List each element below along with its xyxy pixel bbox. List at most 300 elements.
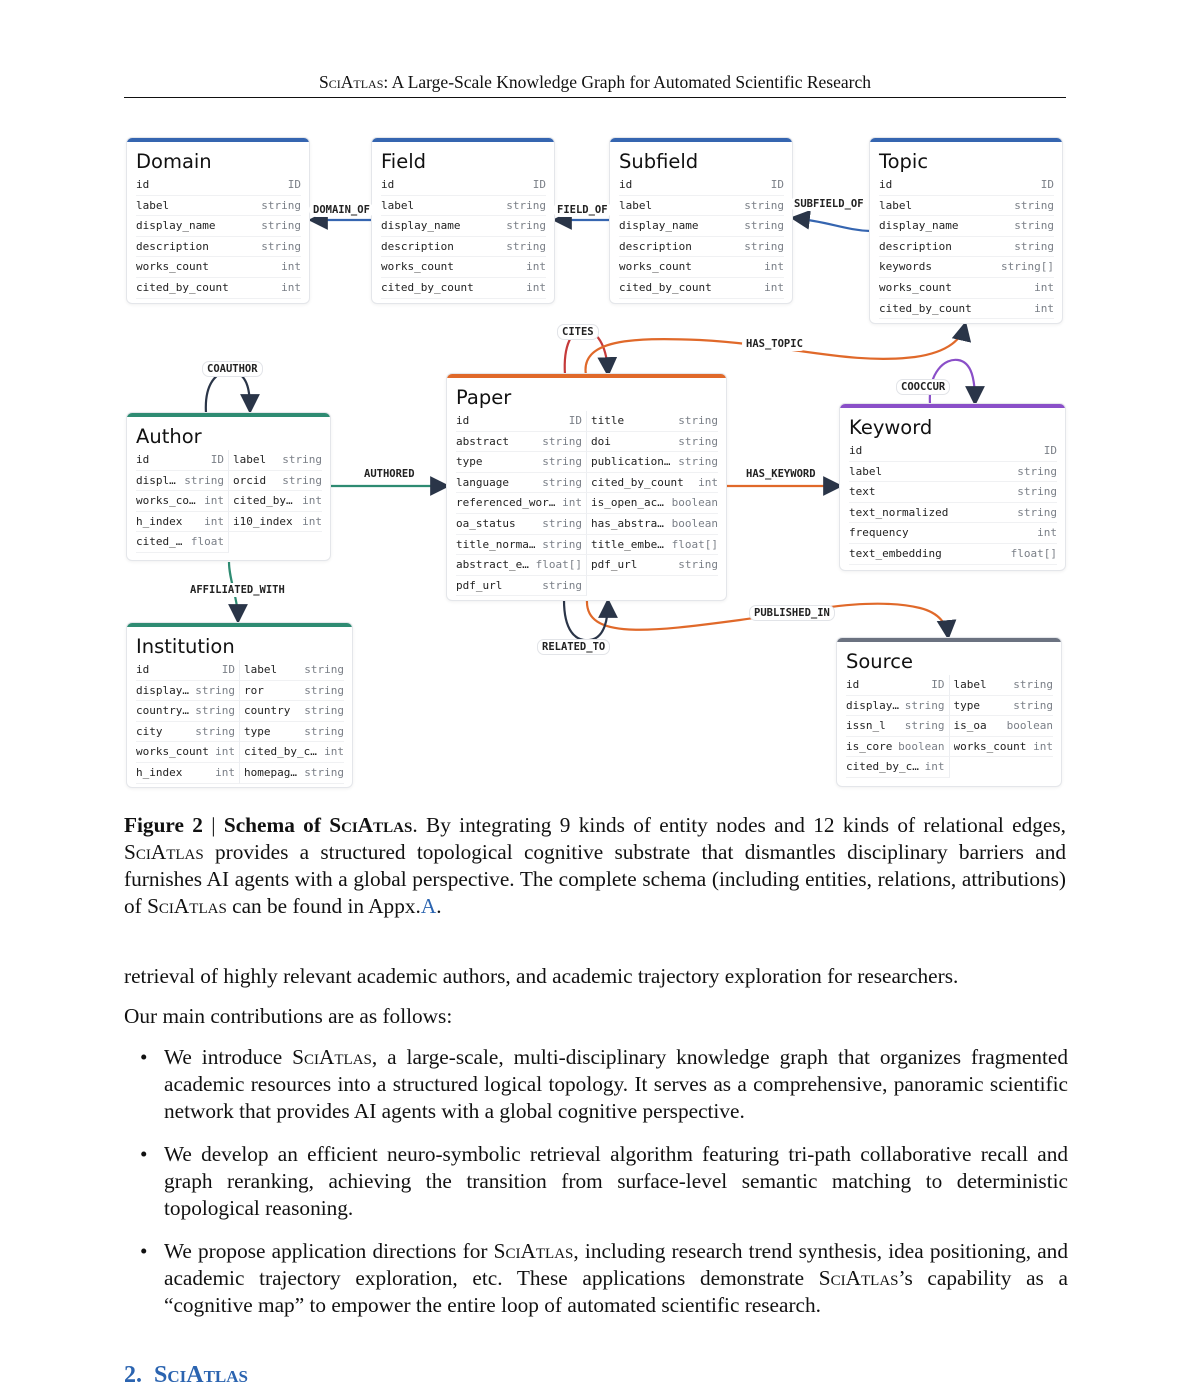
- attribute-row: [587, 432, 718, 453]
- attribute-type: string: [542, 475, 582, 489]
- caption-text1: . By integrating 9 kinds of entity nodes and 12 kinds of relational edges,: [412, 813, 1066, 837]
- attribute-type: string: [282, 473, 322, 487]
- attribute-name: cited_by_count: [591, 475, 684, 489]
- attribute-name: cited_by_count: [136, 280, 229, 294]
- b3-a: We propose application directions for: [164, 1239, 494, 1263]
- attribute-row: [136, 175, 301, 196]
- attribute-name: label: [233, 453, 267, 466]
- attribute-type: string: [1017, 485, 1057, 499]
- attribute-row: [136, 763, 240, 784]
- attribute-type: int: [204, 514, 224, 528]
- attribute-name: label: [244, 663, 278, 676]
- attribute-row: [456, 452, 587, 473]
- entity-title: Author: [136, 425, 202, 448]
- attribute-row: [846, 716, 950, 737]
- attribute-row: [456, 555, 587, 576]
- attribute-row: [229, 471, 322, 492]
- attribute-row: [136, 278, 301, 299]
- attribute-name: works_count: [879, 280, 952, 294]
- attribute-name: id: [879, 178, 893, 191]
- attribute-name: display…: [846, 698, 899, 712]
- b3-brand-2: SciAtlas: [818, 1266, 899, 1290]
- attribute-name: text: [849, 485, 876, 499]
- attribute-row: [849, 523, 1057, 544]
- attribute-name: label: [953, 678, 987, 691]
- attribute-row: [136, 681, 240, 702]
- attribute-type: int: [1033, 739, 1053, 753]
- body-paragraph-2: Our main contributions are as follows:: [124, 1004, 453, 1028]
- attribute-list: [870, 175, 1062, 319]
- attribute-list: [447, 411, 726, 596]
- bullet-icon: •: [140, 1045, 148, 1069]
- attribute-name: display…: [136, 683, 189, 697]
- attribute-name: id: [846, 678, 860, 691]
- attribute-type: string: [261, 239, 301, 253]
- attribute-row: [846, 737, 950, 758]
- attribute-type: string: [304, 683, 344, 697]
- entity-topic: [869, 137, 1063, 324]
- attribute-row: [619, 175, 784, 196]
- attribute-row: [136, 196, 301, 217]
- attribute-name: id: [136, 663, 150, 676]
- attribute-row: [619, 237, 784, 258]
- attribute-type: int: [698, 475, 718, 489]
- attribute-name: abstract: [456, 434, 509, 448]
- attribute-row: [381, 175, 546, 196]
- attribute-type: int: [204, 494, 224, 508]
- attribute-name: pdf_url: [456, 578, 503, 592]
- attribute-name: label: [381, 198, 415, 212]
- attribute-type: float[]: [671, 537, 718, 551]
- entity-title: Institution: [136, 635, 235, 658]
- attribute-type: ID: [568, 414, 582, 427]
- attribute-row: [879, 257, 1054, 278]
- attribute-type: ID: [221, 663, 235, 676]
- attribute-type: string: [506, 198, 546, 212]
- attribute-row: [381, 237, 546, 258]
- attribute-row: [849, 544, 1057, 565]
- attribute-type: string: [542, 578, 582, 592]
- attribute-name: description: [619, 239, 692, 253]
- attribute-row: [381, 216, 546, 237]
- attribute-type: ID: [931, 678, 945, 691]
- attribute-row: [587, 452, 718, 473]
- attribute-type: ID: [210, 453, 224, 466]
- attribute-name: type: [953, 698, 980, 712]
- caption-label: Figure 2: [124, 813, 203, 837]
- attribute-name: homepag…: [244, 765, 297, 779]
- edge-label-published-in: PUBLISHED_IN: [749, 605, 835, 621]
- attribute-type: int: [764, 260, 784, 274]
- attribute-row: [619, 257, 784, 278]
- attribute-list: [610, 175, 792, 299]
- attribute-name: type: [244, 724, 271, 738]
- attribute-name: cited_by_count: [619, 280, 712, 294]
- attribute-row: [136, 532, 229, 553]
- body-paragraph-1: retrieval of highly relevant academic authors, and academic trajectory exploration for researchers.: [124, 964, 959, 988]
- attribute-type: string: [1013, 678, 1053, 691]
- edge-label-subfield-of: SUBFIELD_OF: [790, 197, 868, 211]
- attribute-type: string: [678, 455, 718, 469]
- attribute-name: cited_by_c…: [846, 760, 919, 774]
- attribute-row: [456, 576, 587, 597]
- attribute-type: float: [190, 535, 224, 549]
- attribute-name: label: [879, 198, 913, 212]
- attribute-name: text_embedding: [849, 546, 942, 560]
- attribute-type: int: [764, 280, 784, 294]
- attribute-row: [136, 216, 301, 237]
- attribute-row: [879, 196, 1054, 217]
- attribute-type: int: [562, 496, 582, 510]
- attribute-name: cited_by_count: [879, 301, 972, 315]
- attribute-list: [840, 441, 1065, 565]
- attribute-row: [846, 757, 950, 778]
- attribute-row: [136, 722, 240, 743]
- edge-subfield-of: [794, 218, 870, 231]
- b2-text: We develop an efficient neuro-symbolic retrieval algorithm featuring tri-path collaborative recall and graph reranking, achieving the transition from surface-level semantic matching to deterministic topological reasoning.: [164, 1142, 1068, 1220]
- attribute-name: label: [619, 198, 653, 212]
- attribute-type: boolean: [898, 739, 945, 753]
- attribute-name: cited_by…: [233, 494, 293, 508]
- attribute-name: id: [136, 453, 150, 466]
- attribute-type: string: [1014, 239, 1054, 253]
- edge-label-related-to: RELATED_TO: [537, 639, 610, 655]
- attribute-row: [619, 278, 784, 299]
- attribute-type: string: [261, 198, 301, 212]
- attribute-row: [456, 514, 587, 535]
- attribute-name: description: [879, 239, 952, 253]
- attribute-name: is_core: [846, 739, 893, 753]
- attribute-row: [240, 681, 344, 702]
- attribute-name: country: [244, 704, 291, 718]
- attribute-row: [456, 432, 587, 453]
- contribution-item-1: [140, 1044, 1068, 1125]
- attribute-row: [136, 491, 229, 512]
- attribute-type: string: [678, 434, 718, 448]
- attribute-name: type: [456, 455, 483, 469]
- attribute-name: works_count: [381, 260, 454, 274]
- attribute-name: h_index: [136, 765, 183, 779]
- edge-label-field-of: FIELD_OF: [553, 203, 612, 217]
- attribute-name: works_count: [953, 739, 1027, 753]
- edge-label-authored: AUTHORED: [360, 467, 419, 481]
- b3-c: ’s capability as a “cognitive map” to empower the entire loop of automated scientific research.: [164, 1266, 1068, 1317]
- attribute-name: i10_index: [233, 514, 293, 528]
- entity-institution: [126, 622, 353, 788]
- entity-source: [836, 637, 1062, 787]
- attribute-type: int: [526, 260, 546, 274]
- header-title: : A Large-Scale Knowledge Graph for Automated Scientific Research: [383, 72, 871, 92]
- attribute-type: int: [215, 765, 235, 779]
- entity-domain: [126, 137, 310, 304]
- attribute-row: [229, 491, 322, 512]
- b1-b: , a large-scale, multi-disciplinary knowledge graph that organizes fragmented academic resources into a structured logical topology. It serves as a comprehensive, panoramic scientific network that provides AI agents with a global cognitive perspective.: [164, 1045, 1068, 1123]
- edge-label-affiliated-with: AFFILIATED_WITH: [186, 583, 289, 597]
- attribute-row: [456, 535, 587, 556]
- attribute-type: string: [304, 765, 344, 779]
- attribute-row: [587, 555, 718, 576]
- attribute-type: int: [526, 280, 546, 294]
- attribute-type: int: [1034, 301, 1054, 315]
- edge-related-to: [564, 600, 608, 640]
- attribute-list: [372, 175, 554, 299]
- attribute-name: works_count: [619, 260, 692, 274]
- header-brand: SciAtlas: [319, 72, 384, 92]
- attribute-type: string: [184, 473, 224, 487]
- attribute-type: string: [304, 704, 344, 718]
- caption-brand-2: SciAtlas: [124, 840, 204, 864]
- attribute-row: [950, 716, 1054, 737]
- attribute-name: display_name: [619, 219, 699, 233]
- entity-subfield: [609, 137, 793, 304]
- edge-label-domain-of: DOMAIN_OF: [309, 203, 374, 217]
- attribute-name: ror: [244, 683, 264, 697]
- attribute-row: [849, 503, 1057, 524]
- b3-b: , including research trend synthesis, idea positioning, and academic trajectory exploration, etc. These applications demonstrate: [164, 1239, 1068, 1290]
- contribution-item-3: [140, 1238, 1068, 1319]
- attribute-type: boolean: [671, 516, 718, 530]
- attribute-type: string: [1014, 219, 1054, 233]
- attribute-name: country…: [136, 704, 189, 718]
- attribute-type: string: [304, 724, 344, 738]
- attribute-type: int: [302, 514, 322, 528]
- attribute-type: string: [542, 537, 582, 551]
- attribute-type: boolean: [671, 496, 718, 510]
- attribute-row: [846, 696, 950, 717]
- caption-text2: provides a structured topological cognitive substrate that dismantles disciplinary barriers and furnishes AI agents with a global perspective. The complete schema (including entities, relations, attributions) of: [124, 840, 1066, 918]
- attribute-row: [136, 450, 229, 471]
- attribute-type: int: [302, 494, 322, 508]
- entity-title: Subfield: [619, 150, 699, 173]
- attribute-row: [587, 411, 718, 432]
- attribute-row: [456, 411, 587, 432]
- attribute-row: [950, 675, 1054, 696]
- attribute-type: ID: [770, 178, 784, 191]
- attribute-row: [456, 493, 587, 514]
- attribute-row: [619, 216, 784, 237]
- attribute-row: [240, 742, 344, 763]
- attribute-name: id: [381, 178, 395, 191]
- attribute-name: doi: [591, 434, 611, 448]
- attribute-row: [229, 512, 322, 533]
- caption-bold-prefix: Schema of: [223, 813, 330, 837]
- attribute-type: string: [542, 455, 582, 469]
- attribute-name: works_count: [136, 745, 209, 759]
- attribute-type: ID: [1040, 178, 1054, 191]
- attribute-name: is_oa: [953, 719, 987, 733]
- edge-label-has-keyword: HAS_KEYWORD: [742, 467, 820, 481]
- attribute-name: works_count: [136, 260, 209, 274]
- attribute-row: [240, 722, 344, 743]
- attribute-row: [587, 514, 718, 535]
- attribute-row: [136, 257, 301, 278]
- attribute-name: orcid: [233, 473, 267, 487]
- attribute-row: [879, 278, 1054, 299]
- entity-title: Paper: [456, 386, 512, 409]
- attribute-row: [950, 696, 1054, 717]
- caption-brand-3: SciAtlas: [147, 894, 227, 918]
- entity-paper: [446, 373, 727, 601]
- entity-title: Source: [846, 650, 913, 673]
- attribute-list: [837, 675, 1061, 778]
- entity-title: Topic: [879, 150, 929, 173]
- section-title: SciAtlas: [154, 1362, 248, 1388]
- attribute-type: int: [1034, 280, 1054, 294]
- attribute-row: [879, 175, 1054, 196]
- attribute-type: string: [1017, 464, 1057, 478]
- attribute-name: cited_…: [136, 535, 183, 549]
- attribute-type: string: [542, 434, 582, 448]
- attribute-row: [950, 737, 1054, 758]
- attribute-name: id: [456, 414, 470, 427]
- attribute-name: description: [381, 239, 454, 253]
- b1-brand: SciAtlas: [292, 1045, 372, 1069]
- attribute-type: string: [195, 683, 235, 697]
- bullet-icon: •: [140, 1142, 148, 1166]
- attribute-type: string: [261, 219, 301, 233]
- attribute-row: [240, 763, 344, 784]
- attribute-row: [136, 471, 229, 492]
- attribute-row: [136, 701, 240, 722]
- attribute-row: [879, 216, 1054, 237]
- attribute-row: [849, 462, 1057, 483]
- attribute-row: [136, 512, 229, 533]
- b1-a: We introduce: [164, 1045, 293, 1069]
- contribution-item-2: [140, 1141, 1068, 1222]
- entity-keyword: [839, 403, 1066, 571]
- attribute-row: [381, 196, 546, 217]
- attribute-name: id: [849, 444, 863, 457]
- attribute-name: referenced_wor…: [456, 496, 556, 510]
- attribute-row: [229, 450, 322, 471]
- attribute-name: display_name: [136, 219, 216, 233]
- b3-brand: SciAtlas: [493, 1239, 574, 1263]
- attribute-name: title_embe…: [591, 537, 664, 551]
- attribute-type: int: [924, 760, 945, 774]
- entity-field: [371, 137, 555, 304]
- attribute-type: string: [904, 719, 945, 733]
- attribute-row: [849, 441, 1057, 462]
- edge-label-coauthor: COAUTHOR: [202, 361, 263, 377]
- attribute-type: string: [542, 516, 582, 530]
- attribute-name: display_name: [879, 219, 959, 233]
- attribute-row: [136, 237, 301, 258]
- attribute-name: description: [136, 239, 209, 253]
- attribute-name: issn_l: [846, 719, 886, 733]
- section-number: 2.: [124, 1362, 142, 1388]
- attribute-row: [456, 473, 587, 494]
- attribute-type: string: [678, 414, 718, 427]
- attribute-name: title: [591, 414, 625, 427]
- attribute-row: [136, 742, 240, 763]
- attribute-name: is_open_ac…: [591, 496, 664, 510]
- attribute-name: has_abstra…: [591, 516, 664, 530]
- attribute-type: string: [195, 724, 235, 738]
- attribute-row: [619, 196, 784, 217]
- attribute-type: ID: [287, 178, 301, 191]
- attribute-type: string: [195, 704, 235, 718]
- edge-label-cooccur: COOCCUR: [896, 379, 950, 395]
- caption-text3: can be found in Appx.: [226, 894, 421, 918]
- attribute-type: string: [678, 558, 718, 572]
- edge-label-has-topic: HAS_TOPIC: [742, 337, 807, 351]
- entity-title: Domain: [136, 150, 212, 173]
- attribute-type: boolean: [1006, 719, 1053, 733]
- attribute-name: cited_by_c…: [244, 745, 317, 759]
- attribute-type: string: [304, 663, 344, 676]
- attribute-row: [846, 675, 950, 696]
- edge-coauthor: [206, 371, 250, 413]
- attribute-type: string: [904, 698, 945, 712]
- attribute-type: string: [1013, 698, 1053, 712]
- attribute-type: string: [506, 219, 546, 233]
- attribute-row: [136, 660, 240, 681]
- attribute-list: [127, 175, 309, 299]
- appendix-link[interactable]: A: [420, 894, 437, 918]
- attribute-name: label: [136, 198, 170, 212]
- attribute-row: [240, 701, 344, 722]
- attribute-type: int: [324, 745, 344, 759]
- attribute-type: ID: [1043, 444, 1057, 457]
- attribute-list: [127, 660, 352, 784]
- attribute-type: float[]: [535, 558, 582, 572]
- attribute-name: display_name: [381, 219, 461, 233]
- attribute-name: label: [849, 464, 883, 478]
- attribute-row: [240, 660, 344, 681]
- attribute-type: int: [215, 745, 235, 759]
- attribute-name: pdf_url: [591, 558, 638, 572]
- attribute-row: [381, 278, 546, 299]
- figure-caption: [124, 812, 1066, 920]
- entity-author: [126, 412, 331, 561]
- attribute-name: city: [136, 724, 163, 738]
- caption-brand: SciAtlas: [329, 813, 413, 837]
- bullet-icon: •: [140, 1239, 148, 1263]
- attribute-name: abstract_e…: [456, 558, 529, 572]
- attribute-type: string: [282, 453, 322, 466]
- attribute-name: displ…: [136, 473, 176, 487]
- entity-title: Field: [381, 150, 427, 173]
- attribute-name: frequency: [849, 526, 909, 540]
- attribute-type: string: [1017, 505, 1057, 519]
- section-heading: [124, 1362, 248, 1389]
- attribute-type: string[]: [1001, 260, 1054, 274]
- attribute-row: [879, 237, 1054, 258]
- attribute-type: int: [281, 280, 301, 294]
- attribute-type: int: [1037, 526, 1057, 540]
- attribute-name: keywords: [879, 260, 932, 274]
- attribute-type: string: [744, 239, 784, 253]
- attribute-type: string: [744, 198, 784, 212]
- attribute-type: ID: [532, 178, 546, 191]
- attribute-name: cited_by_count: [381, 280, 474, 294]
- attribute-row: [849, 482, 1057, 503]
- attribute-name: id: [619, 178, 633, 191]
- attribute-name: publication…: [591, 455, 671, 469]
- attribute-row: [587, 535, 718, 556]
- attribute-row: [381, 257, 546, 278]
- attribute-type: float[]: [1010, 546, 1057, 560]
- attribute-type: int: [281, 260, 301, 274]
- entity-title: Keyword: [849, 416, 933, 439]
- attribute-list: [127, 450, 330, 553]
- attribute-type: string: [1014, 198, 1054, 212]
- caption-end: .: [436, 894, 442, 918]
- attribute-name: id: [136, 178, 150, 191]
- attribute-name: oa_status: [456, 516, 516, 530]
- attribute-row: [587, 493, 718, 514]
- attribute-row: [879, 299, 1054, 320]
